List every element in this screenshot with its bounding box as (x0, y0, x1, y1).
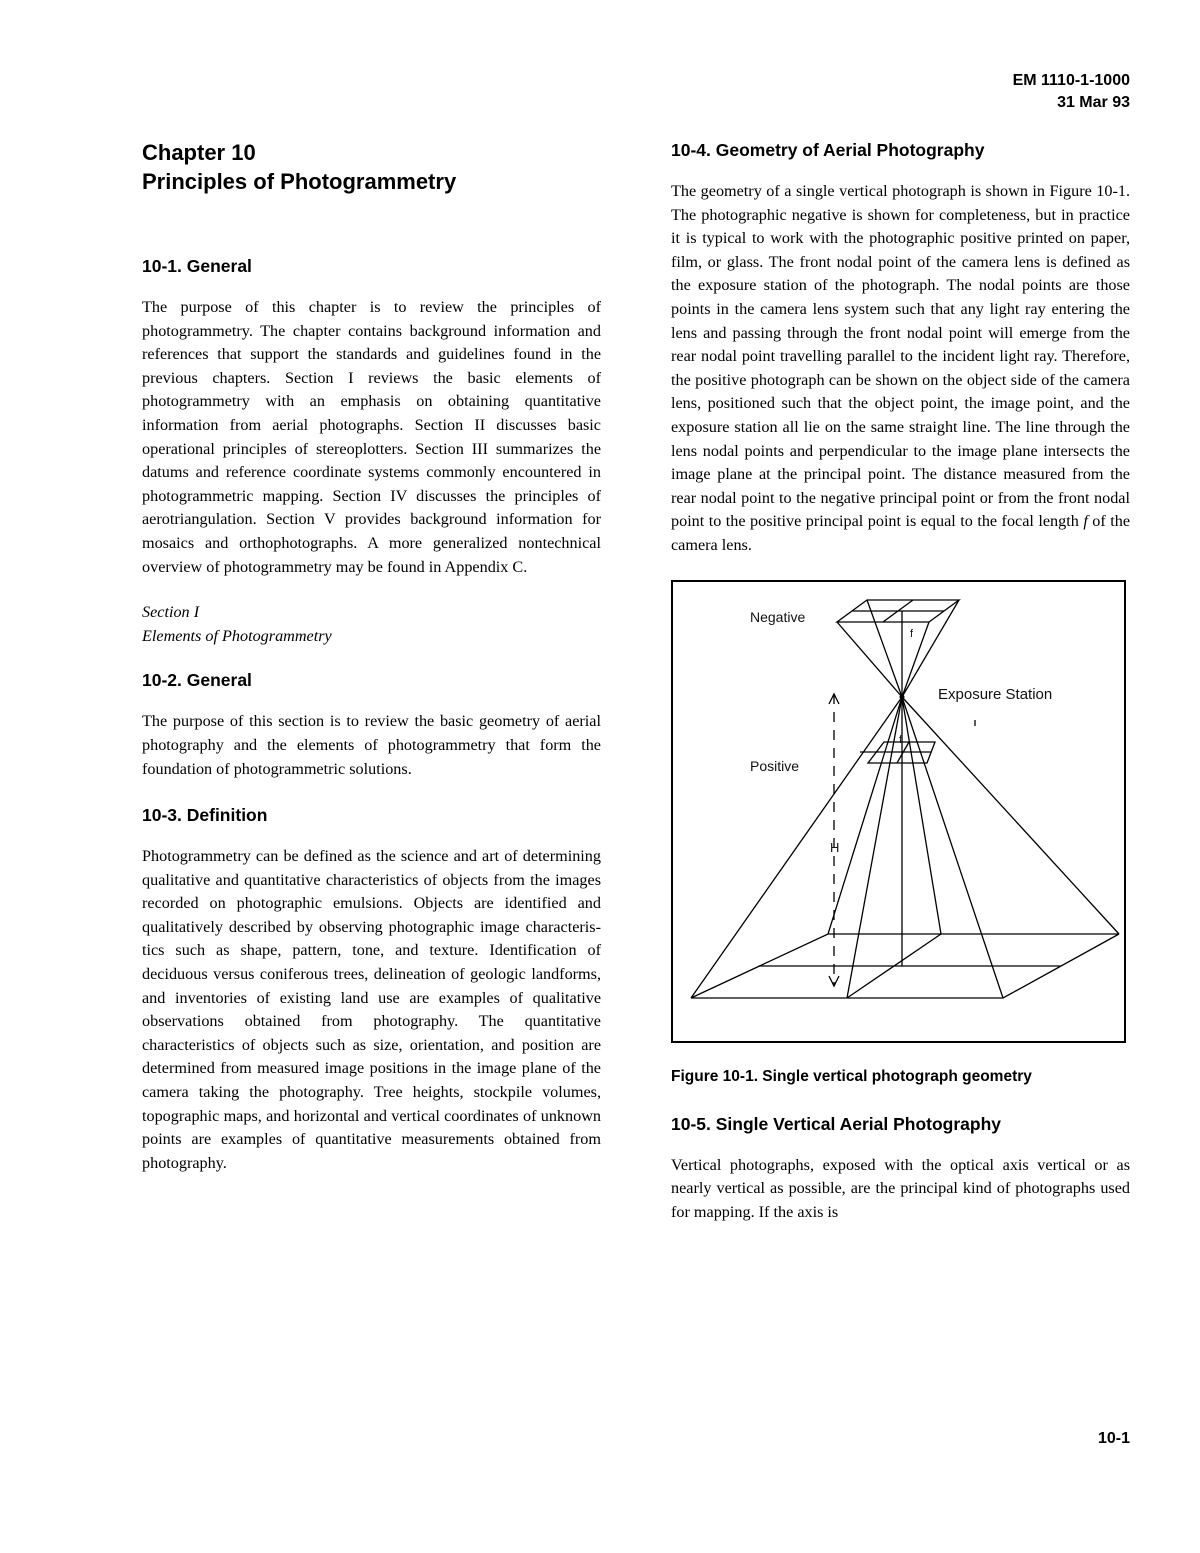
document-date: 31 Mar 93 (1057, 94, 1130, 111)
section-number: Section I (142, 603, 200, 622)
ground-ray (902, 697, 1003, 998)
negative-ray (902, 600, 959, 697)
exposure-station-point (900, 694, 905, 699)
chapter-number: Chapter 10 (142, 140, 256, 165)
right-column (671, 138, 1130, 1246)
paragraph-10-4 (671, 180, 1130, 558)
section-heading-10-1: 10-1. General (142, 256, 252, 276)
section-heading-10-3: 10-3. Definition (142, 805, 268, 826)
negative-ray (867, 600, 902, 697)
paragraph-10-4-tail: of the camera lens. (671, 512, 1130, 554)
height-label: H (830, 839, 840, 855)
section-title: Elements of Photogrammetry (142, 626, 332, 645)
figure-caption: Figure 10-1. Single vertical photograph geometry (671, 1067, 1032, 1085)
ground-ray (691, 697, 902, 998)
chapter-name: Principles of Photogrammetry (142, 169, 457, 194)
section-heading-10-5: 10-5. Single Vertical Aerial Photography (671, 1113, 1002, 1134)
negative-ray (837, 622, 902, 697)
paragraph-10-2: The purpose of this section is to review the basic geometry of aerial photography and the elements of photogrammetry that form the foundation of photogrammetric solutions. (142, 712, 601, 778)
left-column (142, 138, 601, 1197)
negative-ray (902, 622, 929, 697)
section-heading-10-4: 10-4. Geometry of Aerial Photography (671, 140, 985, 160)
focal-label-upper: f (910, 627, 914, 640)
figure-10-1 (671, 580, 1126, 1043)
page-number: 10-1 (1097, 1430, 1130, 1447)
positive-label: Positive (750, 757, 800, 774)
page-header (1013, 70, 1130, 114)
section-heading-10-2: 10-2. General (142, 670, 252, 691)
exposure-station-label: Exposure Station (938, 685, 1053, 703)
paragraph-10-5: Vertical photographs, exposed with the optical axis vertical or as nearly vertical as possible, are the principal kind of photographs used for mapping. If the axis is (671, 1155, 1130, 1221)
focal-length-symbol: f (1083, 512, 1088, 531)
document-id: EM 1110-1-1000 (1012, 72, 1130, 89)
negative-label: Negative (750, 608, 806, 625)
chapter-title (142, 138, 601, 196)
paragraph-10-3: Photogrammetry can be defined as the science and art of determining qualitative and quantitative characteristics of objects from the images recorded on photographic emulsions. Objects are identified and qualitatively described by observing photographic image characteristics such as shape, pattern, tone, and texture. Identification of deciduous versus coniferous trees, delineation of geologic landforms, and inventories of existing land use are examples of qualitative observations obtained from photography. The quantitative characteristics of objects such as size, orientation, and position are determined from measured image positions in the image plane of the camera taking the photography. Tree heights, stockpile volumes, topographic maps, and horizontal and vertical coordinates of unknown points are examples of quantitative measurements obtained from photography. (142, 847, 601, 1172)
focal-label-lower: f (899, 733, 903, 746)
paragraph-10-4-text: The geometry of a single vertical photograph is shown in Figure 10-1. The photographic negative is shown for completeness, but in practice it is typical to work with the photographic positive printed on paper, film, or glass. The front nodal point of the camera lens is defined as the exposure station of the photograph. The nodal points are those points in the camera lens system such that any light ray entering the lens and passing through the front nodal point will emerge from the rear nodal point travelling parallel to the incident light ray. Therefore, the positive photograph can be shown on the object side of the camera lens, positioned such that the object point, the image point, and the exposure station all lie on the same straight line. The line through the lens nodal points and perpendicular to the image plane intersects the image plane at the principal point. The distance measured from the rear nodal point to the negative principal point or from the front nodal point to the positive principal point is equal to the focal length (671, 182, 1130, 531)
section-i-label (142, 601, 601, 648)
paragraph-10-1: The purpose of this chapter is to review the principles of photogrammetry. The chapter contains background information and references that support the standards and guidelines found in the previous chapters. Section I reviews the basic elements of photogrammetry with an emphasis on obtaining quantitative information from aerial photographs. Section II discusses basic operational principles of stereoplotters. Section III summarizes the datums and reference coordinate systems commonly encountered in photogrammetric mapping. Section IV discusses the principles of aerotriangulation. Section V provides background information for mosaics and orthophotographs. A more generalized nontechnical overview of photogrammetry may be found in Appendix C. (142, 298, 601, 576)
photograph-geometry-diagram (673, 582, 1124, 1041)
